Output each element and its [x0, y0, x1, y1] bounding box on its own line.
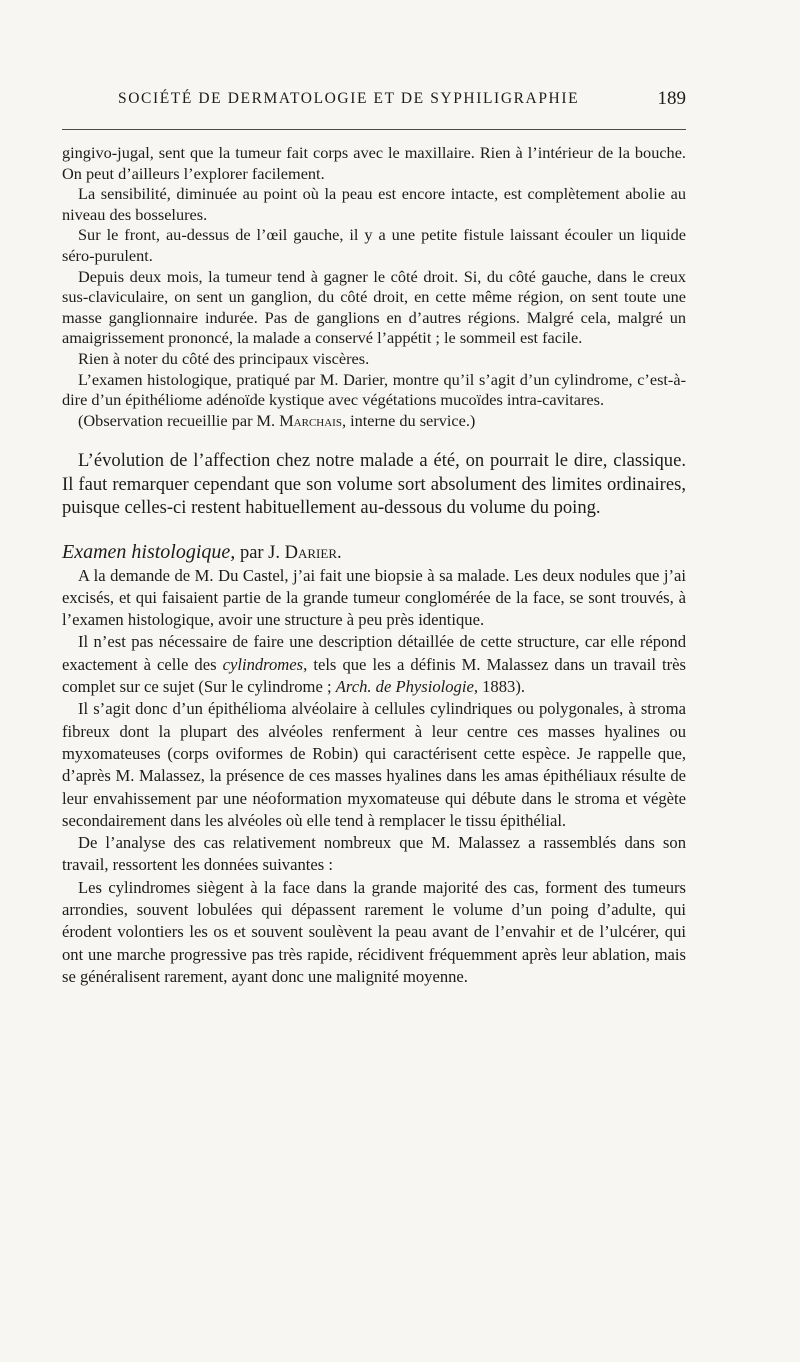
comment-section	[62, 449, 686, 519]
histology-paragraph: Il s’agit donc d’un épithélioma alvéolaire à cellules cylindriques ou polygonales, à stroma fibreux dont la plupart des alvéoles renferment à leur centre ces masses hyalines ou myxomateuses (corps oviformes de Robin) qui caractérisent cette espèce. Je rappelle que, d’après M. Malassez, la présence de ces masses hyalines dans les amas épithéliaux résulte de leur envahissement par une néoformation myxomateuse qui débute dans le stroma et végète secondairement dans les alvéoles où elle tend à remplacer le tissu épithélial.	[62, 699, 686, 830]
histology-paragraph	[62, 631, 686, 698]
heading-by: par J.	[235, 542, 285, 563]
histology-section	[62, 540, 686, 989]
running-title: SOCIÉTÉ DE DERMATOLOGIE ET DE SYPHILIGRAPHIE	[118, 90, 580, 107]
histology-paragraph: A la demande de M. Du Castel, j’ai fait une biopsie à sa malade. Les deux nodules que j’ai excisés, et qui faisaient partie de la grande tumeur conglomérée de la face, se sont trouvés, à l’examen histologique, avoir une structure à peu près identique.	[62, 565, 686, 630]
observation-section	[62, 143, 686, 431]
observation-paragraph: Sur le front, au-dessus de l’œil gauche, il y a une petite fistule laissant écouler un liquide séro-purulent.	[62, 225, 686, 265]
running-header	[62, 90, 686, 116]
page-number: 189	[657, 88, 686, 109]
p2-text-a: Il n’est pas nécessaire de faire une description détaillée de cette structure, car elle répond exactement à celle des	[62, 632, 686, 674]
heading-end: .	[337, 542, 342, 563]
p2-italic-journal: Arch. de Physiologie	[335, 677, 474, 697]
comment-paragraph: L’évolution de l’affection chez notre malade a été, on pourrait le dire, classique. Il faut remarquer cependant que son volume sort absolument des limites ordinaires, puisque celles-ci restent habituellement au-dessous du volume du poing.	[62, 450, 686, 519]
p2-italic-cylindromes: cylindromes	[222, 654, 304, 674]
heading-italic: Examen histologique,	[62, 540, 236, 563]
histology-heading	[62, 540, 686, 565]
p2-text-b: , tels que les a définis M. Malassez dans un travail très complet sur ce sujet (Sur le cylindrome ;	[62, 654, 686, 697]
credit-before: (Observation recueillie par M.	[78, 410, 280, 430]
histology-paragraph: Les cylindromes siègent à la face dans la grande majorité des cas, forment des tumeurs arrondies, souvent lobulées qui dépassent rarement le volume d’un poing d’adulte, qui érodent volontiers les os et souvent soulèvent la peau avant de l’envahir et de l’ulcérer, qui ont une marche progressive pas très rapide, récidivent fréquemment après leur ablation, mais se généralisent rarement, ayant donc une malignité moyenne.	[62, 877, 686, 986]
observation-credit	[62, 411, 686, 432]
observation-paragraph: L’examen histologique, pratiqué par M. Darier, montre qu’il s’agit d’un cylindrome, c’est-à-dire d’un épithéliome adénoïde kystique avec végétations mucoïdes intra-cavitares.	[62, 369, 686, 410]
observation-paragraph: Rien à noter du côté des principaux viscères.	[78, 348, 370, 368]
histology-paragraph: De l’analyse des cas relativement nombreux que M. Malassez a rassemblés dans son travail, ressortent les données suivantes :	[62, 833, 686, 875]
observation-paragraph: Depuis deux mois, la tumeur tend à gagner le côté droit. Si, du côté gauche, dans le creux sus-claviculaire, on sent un ganglion, du côté droit, en cette même région, on sent toute une masse ganglionnaire indurée. Pas de ganglions en d’autres régions. Malgré cela, malgré un amaigrissement prononcé, la malade a conservé l’appétit ; le sommeil est facile.	[62, 266, 686, 348]
credit-after: , interne du service.)	[341, 410, 476, 430]
observation-paragraph: La sensibilité, diminuée au point où la peau est encore intacte, est complètement abolie au niveau des bosselures.	[62, 184, 686, 224]
body-text	[62, 143, 686, 988]
header-rule	[62, 129, 686, 130]
credit-name: Marchais	[279, 410, 342, 430]
observation-paragraph: gingivo-jugal, sent que la tumeur fait corps avec le maxillaire. Rien à l’intérieur de la bouche. On peut d’ailleurs l’explorer facilement.	[62, 143, 686, 183]
heading-author: Darier	[284, 542, 338, 563]
p2-text-c: , 1883).	[473, 677, 525, 697]
